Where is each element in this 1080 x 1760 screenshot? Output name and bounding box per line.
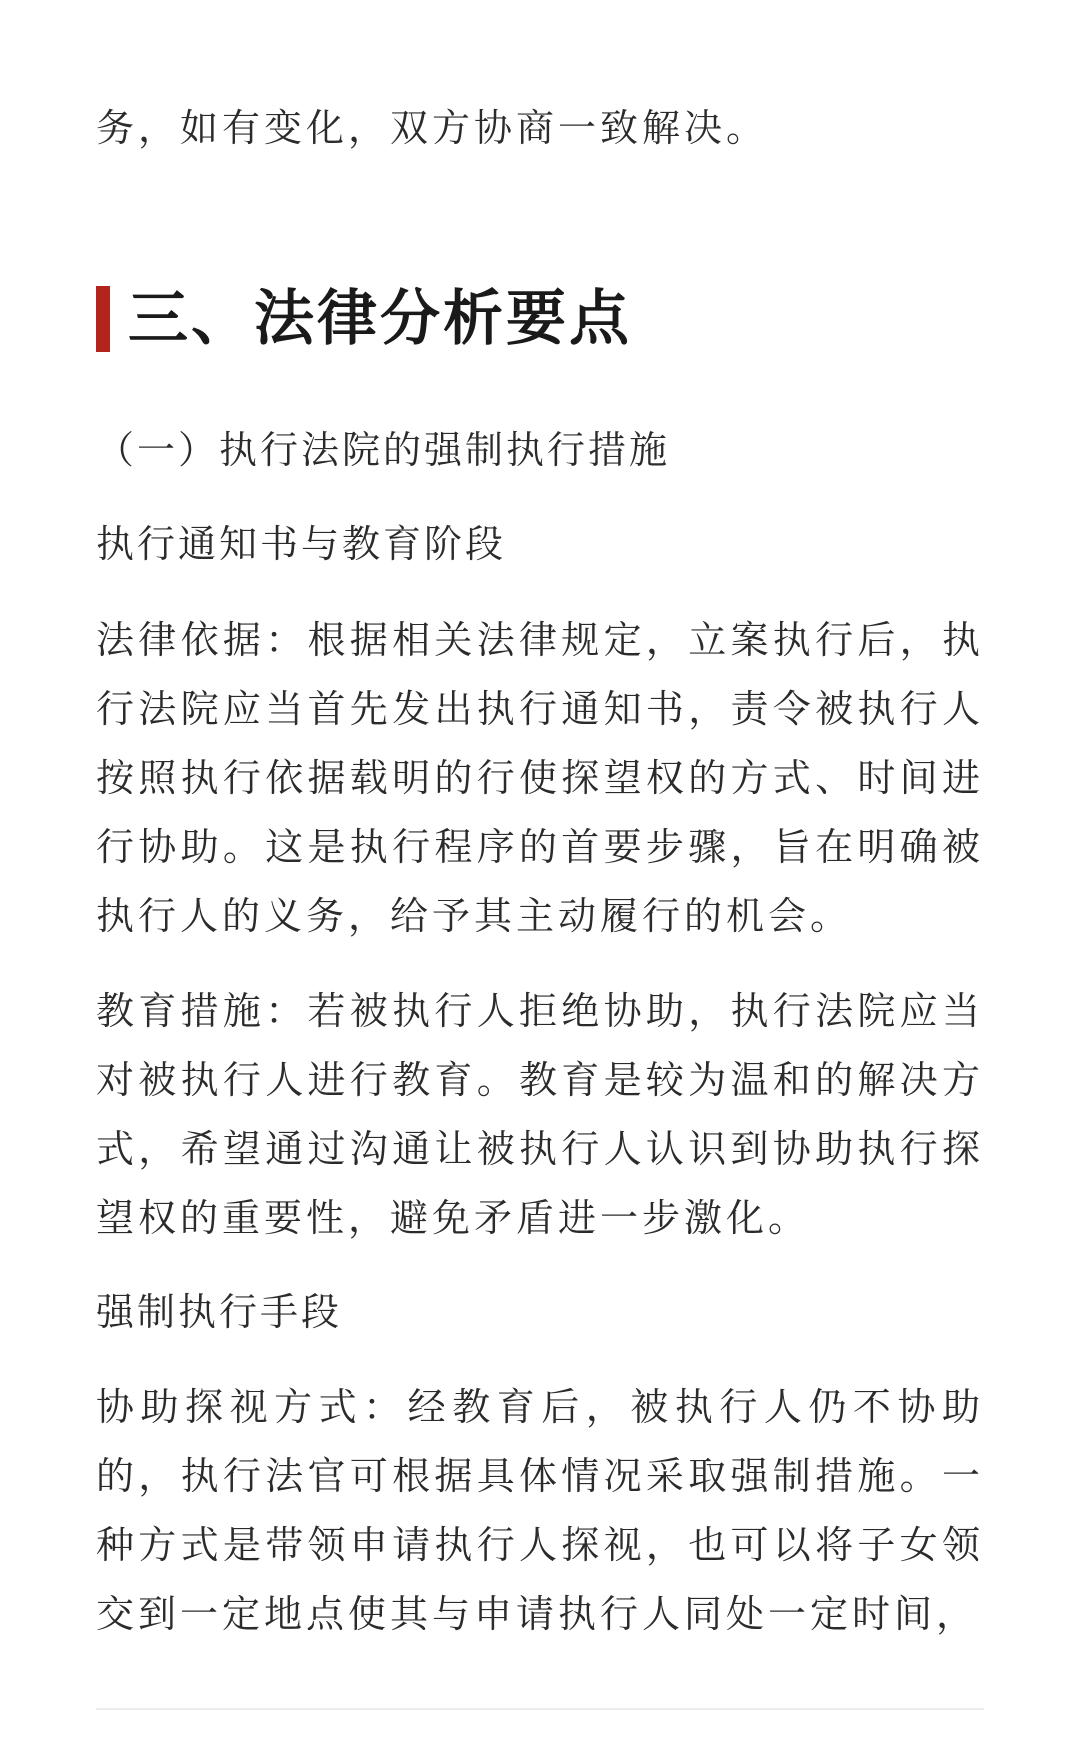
heading-accent-bar <box>96 286 110 352</box>
part-title-notice: 执行通知书与教育阶段 <box>96 522 507 566</box>
footer-divider <box>96 1708 984 1710</box>
part-title-enforcement: 强制执行手段 <box>96 1290 343 1334</box>
paragraph-education: 教育措施：若被执行人拒绝协助，执行法院应当对被执行人进行教育。教育是较为温和的解决方式，希望通过沟通让被执行人认识到协助执行探望权的重要性，避免矛盾进一步激化。 <box>96 989 984 1240</box>
lead-line: 务，如有变化，双方协商一致解决。 <box>96 106 769 150</box>
section-heading <box>96 284 632 354</box>
subsection-title: （一）执行法院的强制执行措施 <box>96 428 671 472</box>
section-heading-text: 三、法律分析要点 <box>128 284 632 354</box>
paragraph-visit-method: 协助探视方式：经教育后，被执行人仍不协助的，执行法官可根据具体情况采取强制措施。一种方式是带领申请执行人探视，也可以将子女领交到一定地点使其与申请执行人同处一定时间， <box>96 1385 984 1636</box>
paragraph-legal-basis: 法律依据：根据相关法律规定，立案执行后，执行法院应当首先发出执行通知书，责令被执行人按照执行依据载明的行使探望权的方式、时间进行协助。这是执行程序的首要步骤，旨在明确被执行人的义务，给予其主动履行的机会。 <box>96 618 984 938</box>
